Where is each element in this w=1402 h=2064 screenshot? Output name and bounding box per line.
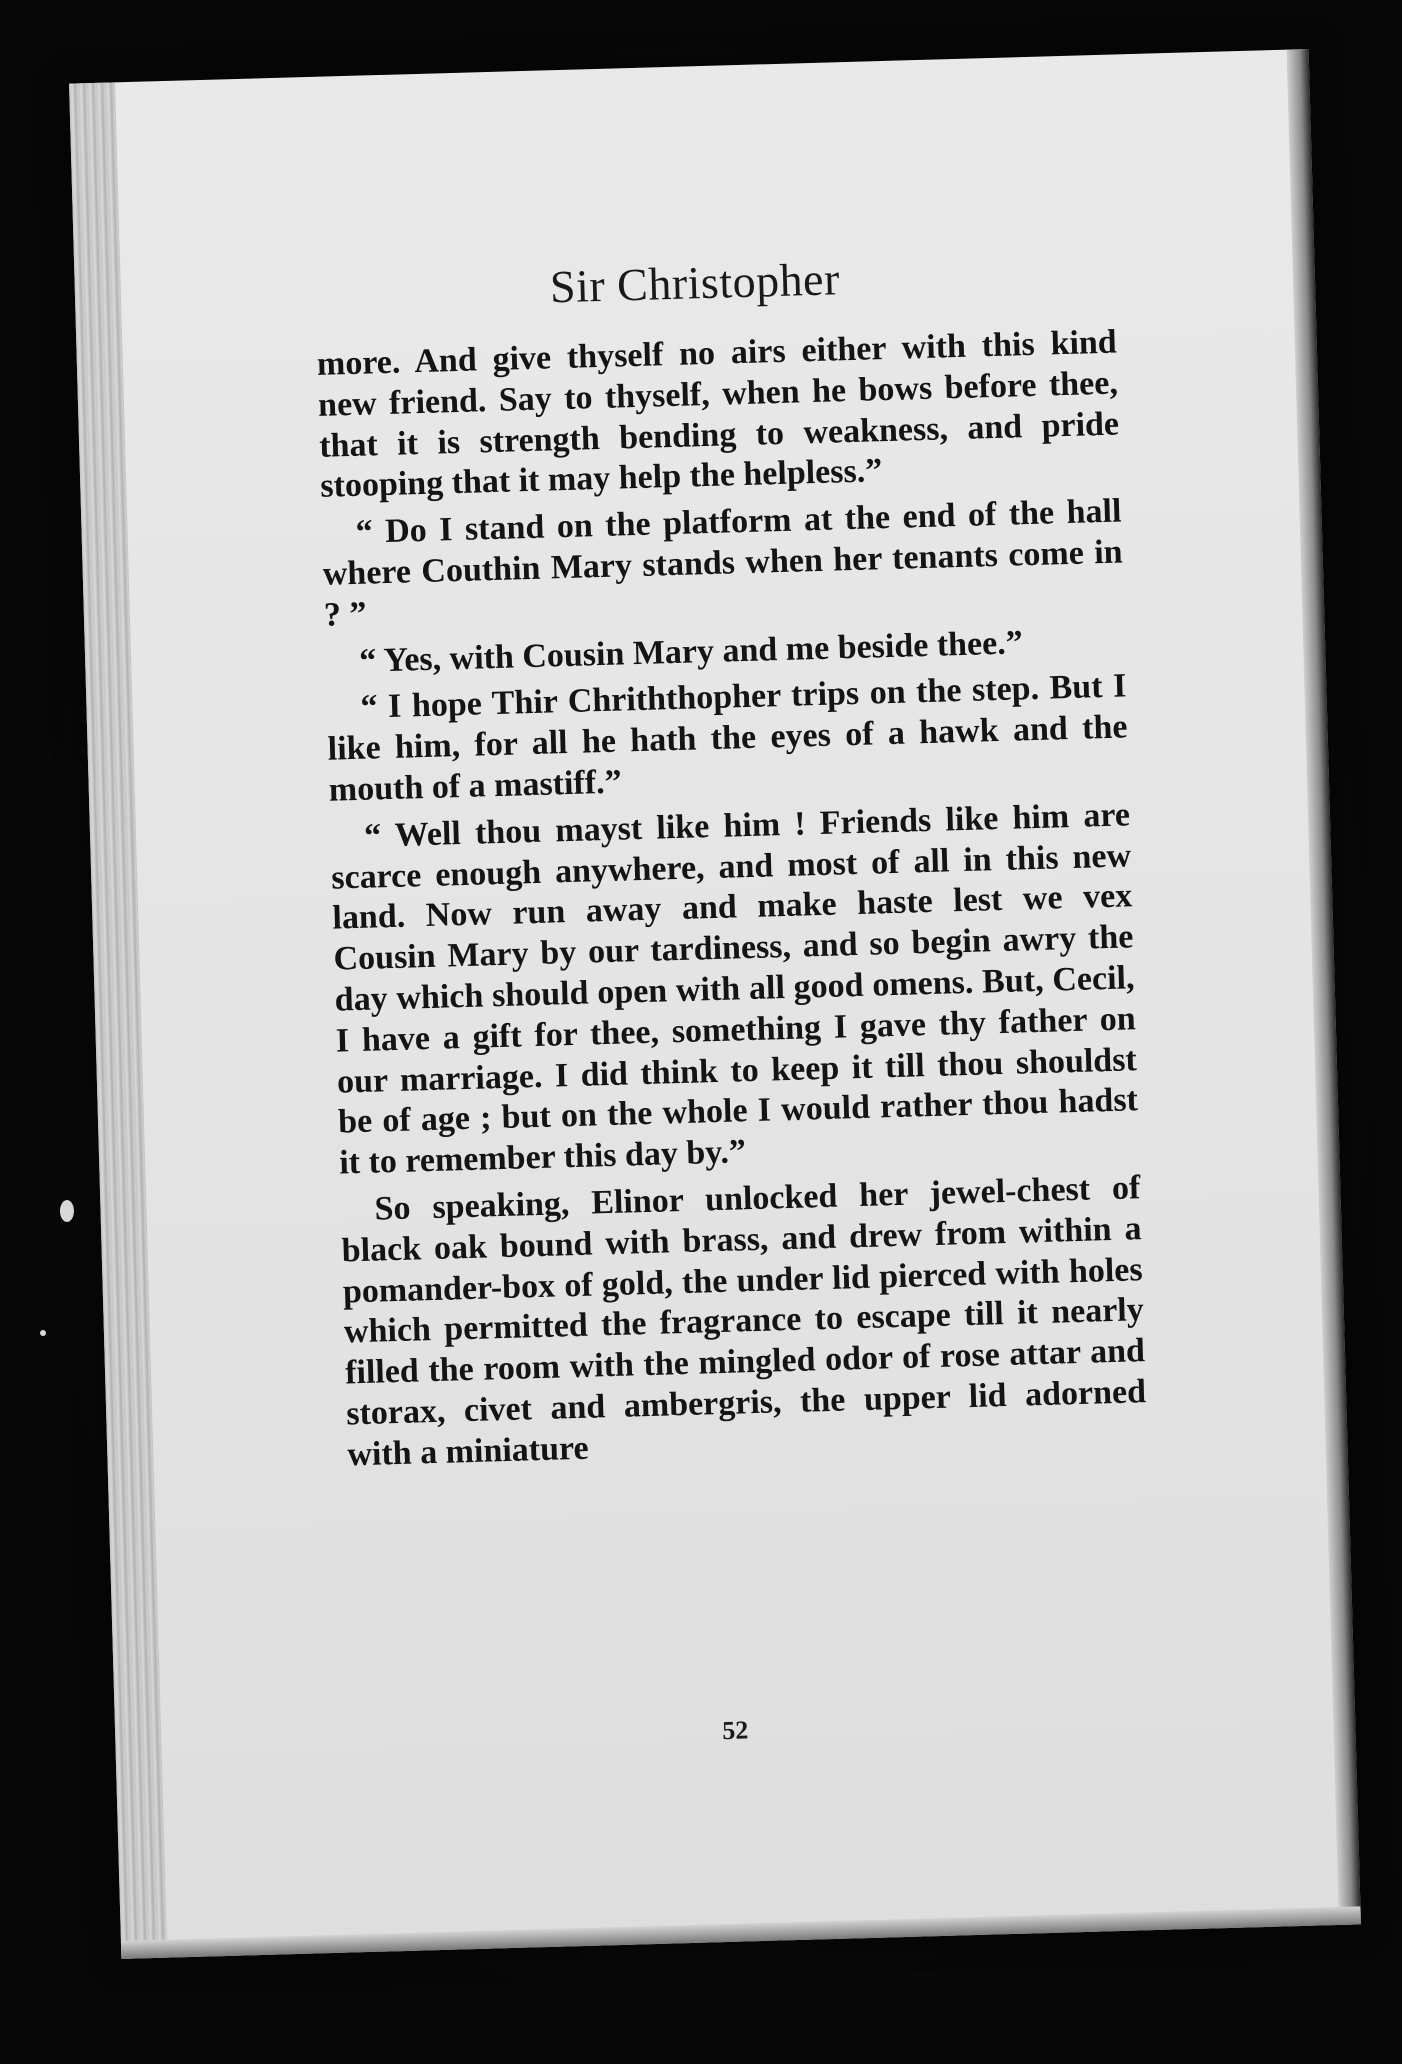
paragraph: “ Yes, with Cousin Mary and me beside thee.” [358,623,1024,680]
paragraph: “ I hope Thir Chriththopher trips on the step. But I like him, for all he hath the eyes of a hawk and the mouth of a mastiff.” [327,667,1128,809]
body-text [316,323,1147,1476]
book-page [69,49,1361,1959]
dust-speck [60,1200,74,1222]
page-bottom-edge [121,1906,1361,1959]
page-right-edge [1287,49,1361,1925]
running-head: Sir Christopher [549,253,841,313]
paragraph: more. And give thyself no airs either with this kind new friend. Say to thyself, when he bows before thee, that it is strength bending to weakness, and pride stooping that it may help the helpless.” [316,323,1120,506]
paragraph: “ Do I stand on the platform at the end of the hall where Couthin Mary stands when her tenants come in ? ” [322,492,1124,634]
paragraph: So speaking, Elinor unlocked her jewel-chest of black oak bound with brass, and drew from within a pomander-box of gold, the under lid pierced with holes which permitted the fragrance to escape till it nearly filled the room with the mingled odor of rose attar and storax, civet and ambergris, the upper lid adorned with a miniature [341,1169,1147,1474]
page-number: 52 [721,1715,749,1746]
paragraph: “ Well thou mayst like him ! Friends like him are scarce enough anywhere, and most of all in this new land. Now run away and make haste lest we vex Cousin Mary by our tardiness, and so begin awry the day which should open with all good omens. But, Cecil, I have a gift for thee, something I gave thy father on our marriage. I did think to keep it till thou shouldst be of age ; but on the whole I would rather thou hadst it to remember this day by.” [330,796,1139,1182]
page-binding-edge [69,82,167,1959]
dust-speck [40,1330,46,1336]
